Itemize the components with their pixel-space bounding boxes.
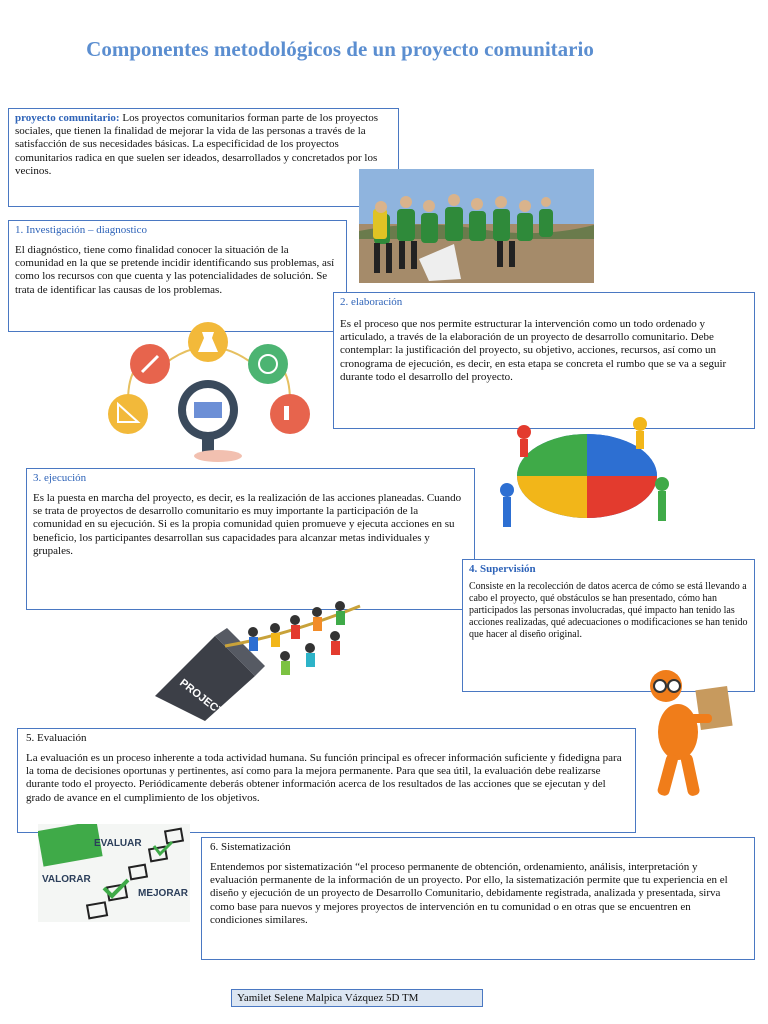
section-investigacion bbox=[8, 220, 347, 332]
section-heading: 5. Evaluación bbox=[26, 732, 87, 744]
checklist-label-valorar: VALORAR bbox=[42, 874, 91, 885]
author-name: Yamilet Selene Malpica Vázquez 5D TM bbox=[231, 989, 483, 1007]
section-text: Entendemos por sistematización “el proceso permanente de obtención, ordenamiento, análisis, interpretación y evaluación permanente de la información de un proyecto. Por ello, la sistematización permite que tu experiencia en el diseño y ejecución de un proyecto de Desarrollo Comunitario, debidamente registrada, analizada y presentada, sirva como base para nuevos y mejores proyectos de intervención en tu comunidad o en otras que se encuentren en condiciones similares. bbox=[210, 861, 728, 926]
section-heading: 6. Sistematización bbox=[210, 841, 291, 853]
section-text: Consiste en la recolección de datos acerca de cómo se está llevando a cabo el proyecto, qué obstáculos se han presentado, cómo han participados las personas involucradas, qué impacto han tenido las acciones realizadas, qué adecuaciones o modificaciones se han tenido que hacer al diseño original. bbox=[469, 581, 748, 640]
section-heading: 3. ejecución bbox=[33, 472, 87, 484]
section-ejecucion bbox=[26, 468, 475, 610]
page-title: Componentes metodológicos de un proyecto comunitario bbox=[86, 37, 594, 61]
project-label: PROJECT bbox=[177, 676, 226, 719]
checklist-label-evaluar: EVALUAR bbox=[94, 838, 142, 849]
puzzle-teamwork-illustration bbox=[492, 412, 682, 548]
section-text: La evaluación es un proceso inherente a toda actividad humana. Su función principal es ofrecer información suficiente y fidedigna para la toma de decisiones oportunas y pertinentes, así como para la mejora permanente. Para que sea útil, la evaluación debe realizarse durante todo el proyecto. Periódicamente deberás obtener información acerca de los resultados de las acciones que se ejecutan y del grado de avance en el cumplimiento de los objetivos. bbox=[26, 752, 622, 804]
team-pulling-project-illustration bbox=[145, 596, 376, 723]
section-text: El diagnóstico, tiene como finalidad conocer la situación de la comunidad en la que se pretende incidir identificando sus problemas, así como los recursos con que cuenta y las potencialidades de solución. Se trata de identificar las causas de los problemas. bbox=[15, 244, 335, 296]
intro-term: proyecto comunitario: bbox=[15, 112, 120, 124]
section-heading: 1. Investigación – diagnostico bbox=[15, 224, 147, 236]
section-elaboracion bbox=[333, 292, 755, 429]
intro-text: Los proyectos comunitarios forman parte de los proyectos sociales, que tienen la finalidad de mejorar la vida de las personas a través de la satisfacción de sus necesidades básicas. La especificidad de los proyectos comunitarios radica en que suelen ser ideados, desarrollados y concretados por los vecinos. bbox=[15, 112, 379, 177]
intro-box bbox=[8, 108, 399, 207]
section-sistematizacion bbox=[201, 837, 755, 960]
section-text: Es la puesta en marcha del proyecto, es decir, es la realización de las acciones planeadas. Cuando se trata de proyectos de desarrollo comunitario es muy importante la participación de la comunidad en su ejecución. Si es la propia comunidad quien promueve y ejecuta acciones en su beneficio, los participantes desarrollan sus capacidades para alcanzar metas individuales y grupales. bbox=[33, 492, 462, 557]
section-text: Es el proceso que nos permite estructurar la intervención como un todo ordenado y articulado, a través de la elaboración de un proyecto de desarrollo comunitario. Debe contemplar: la justificación del proyecto, su objetivo, acciones, recursos, así como un cronograma de ejecución, es decir, en esta etapa se concreta el rumbo que se va a seguir durante todo el desarrollo del proyecto. bbox=[340, 318, 727, 383]
section-heading: 2. elaboración bbox=[340, 296, 403, 308]
orange-figure-inspector-illustration bbox=[636, 664, 742, 808]
checklist-illustration bbox=[38, 824, 190, 922]
science-icons-illustration bbox=[98, 322, 320, 462]
checklist-label-mejorar: MEJORAR bbox=[138, 888, 189, 899]
section-heading: 4. Supervisión bbox=[469, 563, 536, 575]
section-evaluacion bbox=[17, 728, 636, 833]
volunteers-photo bbox=[359, 169, 594, 283]
